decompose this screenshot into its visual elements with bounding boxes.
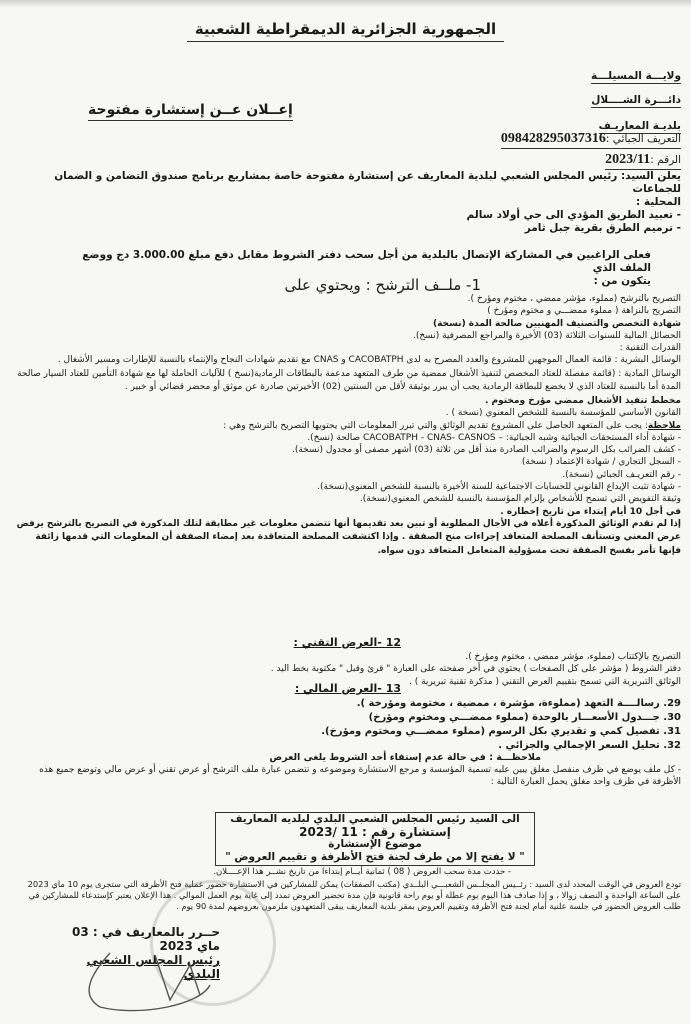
candidature-item: القدرات التقنية : (619, 343, 681, 354)
submission-duration: - حددت مدة سحب العروض ( 08 ) ثمانية أيــام إبتداءا من تاريخ نشــر هذا الإعــــلان. (213, 867, 511, 877)
daira-label: دائـــرة الشــــلال (591, 94, 681, 106)
candidature-item: التصريح بالنزاهة ( مملوء ممضـــي و مختوم ومؤرخ ) (487, 306, 681, 317)
candidature-heading: 1- ملــف الترشح : ويحتوي على (284, 276, 481, 294)
technical-item: دفتر الشروط ( مؤشر على كل الصفحات ) يحتوي في أخر صفحته على العبارة " قرئ وقبل " مكتوبة بخط اليد . (270, 664, 681, 675)
document-item: - السجل التجاري / شهادة الإعتماد ( نسخة) (521, 457, 681, 468)
fiscal-id-label: التعريف الجبائي : (605, 133, 681, 145)
reference-label: الرقم : (650, 154, 681, 166)
warning: إذا لم تقدم الوثائق المذكورة أعلاه في الأجال المطلوبة أو تبين بعد تقديمها أنها تتضمن معلومات غير مطابقة لتلك المذكورة في التصريح بالترشح يرفض عرض المعني وتستأنف المصلحة المتعاقد إجراءات منح الصفقة . وإذا اكتشفت المصلحة المتعاقدة بعد إمضاء الصفقة أن المعلومات التي قدمها زائفة فإنها تأمر بفسخ الصفقة تحت مسؤولية المتعامل المتعاقد دون سواه. (16, 518, 681, 556)
intro-line: المحلية : (636, 196, 681, 208)
candidature-item: القانون الأساسي للمؤسسة بالنسبة للشخص المعنوي (نسخة ) . (445, 408, 681, 419)
document-item: وثيقة التفويض التي تسمح للأشخاص بإلزام المؤسسة بالنسبة للشخص المعنوي(نسخة). (359, 494, 681, 505)
candidature-item: مخطط تنفيذ الأشغال ممضي مؤرخ ومختوم . (484, 395, 681, 406)
commune-label: بلديـة المعاريـف (598, 120, 681, 132)
intro-line: يعلن السيد: رئيس المجلس الشعبي لبلدية المعاريف عن إستشارة مفتوحة خاصة بمشاريع برنامج صندوق التضامن و الضمان للجماعات (54, 170, 681, 195)
envelope-notice: " لا يفتح إلا من طرف لجنة فتح الأظرفة و تقييم العروض " (225, 850, 525, 863)
candidature-item: الوسائل البشرية : قائمة العمال الموجهين للمشروع والعدد المصرح به لدى CACOBATPH و CNAS مع تقديم شهادات النجاح والإنتماء بالنسبة للإطارات ومسير الأشغال . (57, 355, 681, 366)
note-label: ملاحظة (647, 420, 681, 431)
fiscal-id (501, 131, 681, 149)
candidature-item: شهادة التخصص والتصنيف المهنيين صالحة المدة (نسخة) (432, 318, 681, 329)
handwritten-signature (50, 945, 230, 1015)
reference-value: 2023/11 (605, 152, 651, 167)
financial-note: ملاحظـــة : في حالة عدم إستفاء أحد الشروط يلغى العرض (269, 752, 541, 763)
financial-item: 31. تفصيل كمي و تقديري بكل الرسوم (مملوء ممضـــي ومختوم ومؤرخ). (321, 726, 681, 737)
reference-number (605, 152, 681, 170)
technical-item: الوثائق التبريرية التي تسمح بتقييم العرض التقني ( مذكرة تقنية تبريرية ) . (409, 676, 681, 687)
financial-item: 32. تحليل السعر الإجمالي والجزائي . (498, 740, 681, 751)
candidature-list (11, 293, 681, 558)
candidature-item: الوسائل المادية : (قائمة مفصلة للعتاد المخصص لتنفيذ الأشغال ممضية من طرف المتعهد مدعمة بالبطاقات الرمادية(نسخ ) للآليات الحاملة لها مع شهادة التأمين للعتاد السيار صالحة المدة أما بالنسبة للعتاد الذي لا يخضع للبطاقة الرمادية يجب أن يبرر بوثيقة لأقل من السنتين (02) الأخيرتين صادرة عن موثق أو محضر قضائي أو خبير . (17, 368, 681, 393)
financial-item: 30. جـــدول الأسعـــار بالوحدة (مملوء ممضـــي ومختوم ومؤرخ) (368, 712, 681, 723)
financial-item: 29. رسالــــة التعهد (مملوءة، مؤشرة ، ممضية ، مختومة ومؤرخة ). (356, 698, 681, 709)
fiscal-id-value: 098428295037316 (500, 131, 606, 146)
document-item: - شهادة أداء المستحقات الجبائية وشبه الجبائية: – CACOBATPH - CNAS- CASNOS صالحة (نسخ). (307, 432, 681, 443)
envelope-addressee: الى السيد رئيس المجلس الشعبي البلدي لبلديه المعاريف (230, 813, 520, 825)
invitation-line: يتكون من : (593, 275, 651, 287)
invitation-line: فعلى الراغبين في المشاركة الإتصال بالبلدية من أجل سحب دفتر الشروط مقابل دفع مبلغ 3.000.00 دج ووضع الملف الذي (82, 249, 651, 274)
project-item: - تعبيد الطريق المؤدي الى حي أولاد سالم (466, 209, 681, 221)
document-item: - شهادة تثبت الإيداع القانوني للحسابات الاجتماعية للسنة الأخيرة بالنسبة للشخص المعنوي(نسخة). (317, 482, 681, 493)
financial-heading: 13 -العرض المالي : (294, 682, 401, 695)
note-text: : يجب على المتعهد الحاصل على المشروع تقديم الوثائق والتي تبرر المعلومات التي يحتويها التصريح بالترشح وهي : (223, 420, 648, 431)
technical-heading: 12 -العرض التقني : (293, 636, 401, 649)
wilaya-label: ولايـــة المسيلـــة (590, 70, 681, 82)
financial-list (11, 697, 681, 753)
project-item: - ترميم الطرق بقرية جبل ثامر (524, 222, 681, 234)
technical-item: التصريح بالإكتتاب (مملوء، مؤشر ممضي ، مختوم ومؤرخ ). (465, 652, 681, 662)
signatory-title: رئيس المجلس الشعبي البلدي (86, 953, 220, 981)
candidature-item: الحصائل المالية للسنوات الثلاثة (03) الأخيرة والمراجع المصرفية (نسخ). (413, 330, 681, 341)
scan-shadow (0, 0, 691, 8)
intro-section (11, 170, 681, 235)
envelope-subject: موضوع الإستشارة (328, 838, 422, 850)
envelope-consultation-number: إستشارة رقم : 11 /2023 (299, 824, 451, 839)
document-header (0, 20, 691, 38)
envelope-instructions: - كل ملف يوضع في ظرف منفصل مغلق يبين عليه تسمية المؤسسة و مرجع الاستشارة وموضوعه و تتضمن عبارة ملف الترشح أو عرض تقني أو عرض مالي وتوضع جميع هذه الأظرفة في ظرف واحد مغلق يحمل العبارة التالية : (39, 765, 681, 787)
announcement-title: إعــلان عــن إستشارة مفتوحة (88, 102, 293, 121)
document-item: - رقم التعريـف الجبائي (نسخة). (562, 469, 681, 480)
candidature-item: التصريح بالترشح (مملوء، مؤشر ممضي ، مختوم ومؤرخ ). (467, 294, 681, 304)
republic-title: الجمهورية الجزائرية الديمقراطية الشعبية (187, 20, 504, 42)
document-item: - كشف الضرائب بكل الرسوم والضرائب الصادرة منذ أقل من ثلاثة (03) أشهر مصفى أو مجدول (نسخة). (291, 445, 681, 456)
signed-place-date: حــرر بالمعاريف في : 03 ماي 2023 (72, 925, 220, 953)
deadline: في أجل 10 أيام إبتداء من تاريخ إخطاره . (500, 506, 681, 517)
envelope-label-box (215, 812, 535, 866)
note (11, 420, 681, 432)
deposit-instructions: تودع العروض في الوقت المحدد لدى السيد : رئــيس المجلــس الشعبـــي البلــدي (مكتب الصفقات) يمكن للمشاركين في الاستشارة حضور عملية فتح الأظرفة التي ستجرى يوم 10 ماي 2023 على الساعة الواحدة و النصف زوالا ، و إذا صادف هذا اليوم يوم عطلة أو يوم راحة قانونية فإن مدة تحضير العروض تمدد إلى غاية يوم العمل الموالي . هذا الإعلان يعتبر كإستدعاء للمشاركين في طلب العروض الحضور في جلسة علنية أمام لجنة فتح الأظرفة وتقييم العروض بمقر بلدية المعاريف يبقى المتعهدون ملزمون بعروضهم لمدة 90 يوم . (27, 879, 681, 911)
